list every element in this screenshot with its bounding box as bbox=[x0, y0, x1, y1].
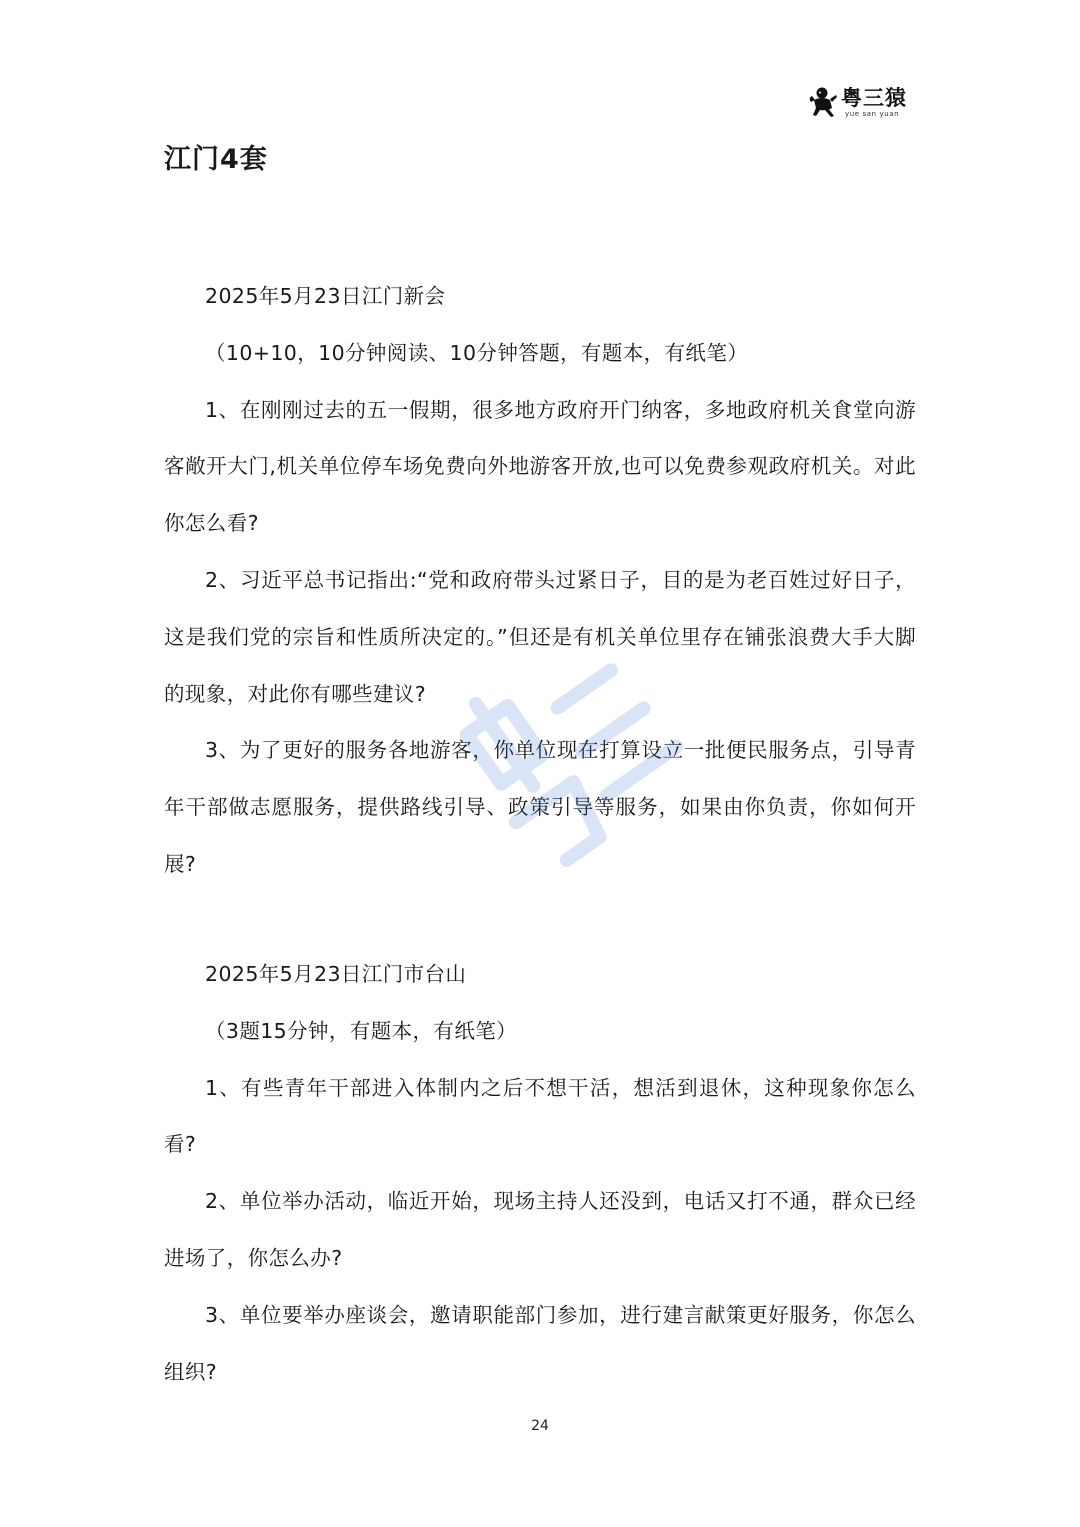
monkey-mascot-icon bbox=[808, 86, 838, 118]
exam-section-xinhui bbox=[164, 268, 916, 893]
question-item: 2、习近平总书记指出:“党和政府带头过紧日子，目的是为老百姓过好日子，这是我们党的宗旨和性质所决定的。”但还是有机关单位里存在铺张浪费大手大脚的现象，对此你有哪些建议? bbox=[164, 567, 916, 706]
question-item: 2、单位举办活动，临近开始，现场主持人还没到，电话又打不通，群众已经进场了，你怎么办? bbox=[164, 1189, 916, 1270]
section-heading: 2025年5月23日江门新会 bbox=[205, 284, 446, 308]
question-item: 1、在刚刚过去的五一假期，很多地方政府开门纳客，多地政府机关食堂向游客敞开大门,机关单位停车场免费向外地游客开放,也可以免费参观政府机关。对此你怎么看? bbox=[164, 397, 916, 536]
exam-section-taishan bbox=[164, 946, 916, 1400]
brand-pinyin: yue san yuan bbox=[845, 110, 900, 118]
question-item: 3、为了更好的服务各地游客，你单位现在打算设立一批便民服务点，引导青年干部做志愿服务，提供路线引导、政策引导等服务，如果由你负责，你如何开展? bbox=[164, 738, 916, 876]
page-title: 江门4套 bbox=[164, 144, 268, 175]
page-number: 24 bbox=[531, 1418, 549, 1434]
brand-name: 粤三猿 bbox=[841, 86, 907, 110]
section-note: （10+10，10分钟阅读、10分钟答题，有题本，有纸笔） bbox=[205, 340, 749, 365]
question-item: 3、单位要举办座谈会，邀请职能部门参加，进行建言献策更好服务，你怎么组织? bbox=[164, 1302, 916, 1384]
question-item: 1、有些青年干部进入体制内之后不想干活，想活到退休，这种现象你怎么看? bbox=[164, 1075, 916, 1157]
section-heading: 2025年5月23日江门市台山 bbox=[205, 962, 467, 986]
section-note: （3题15分钟，有题本，有纸笔） bbox=[205, 1018, 518, 1043]
brand-logo bbox=[808, 84, 908, 122]
